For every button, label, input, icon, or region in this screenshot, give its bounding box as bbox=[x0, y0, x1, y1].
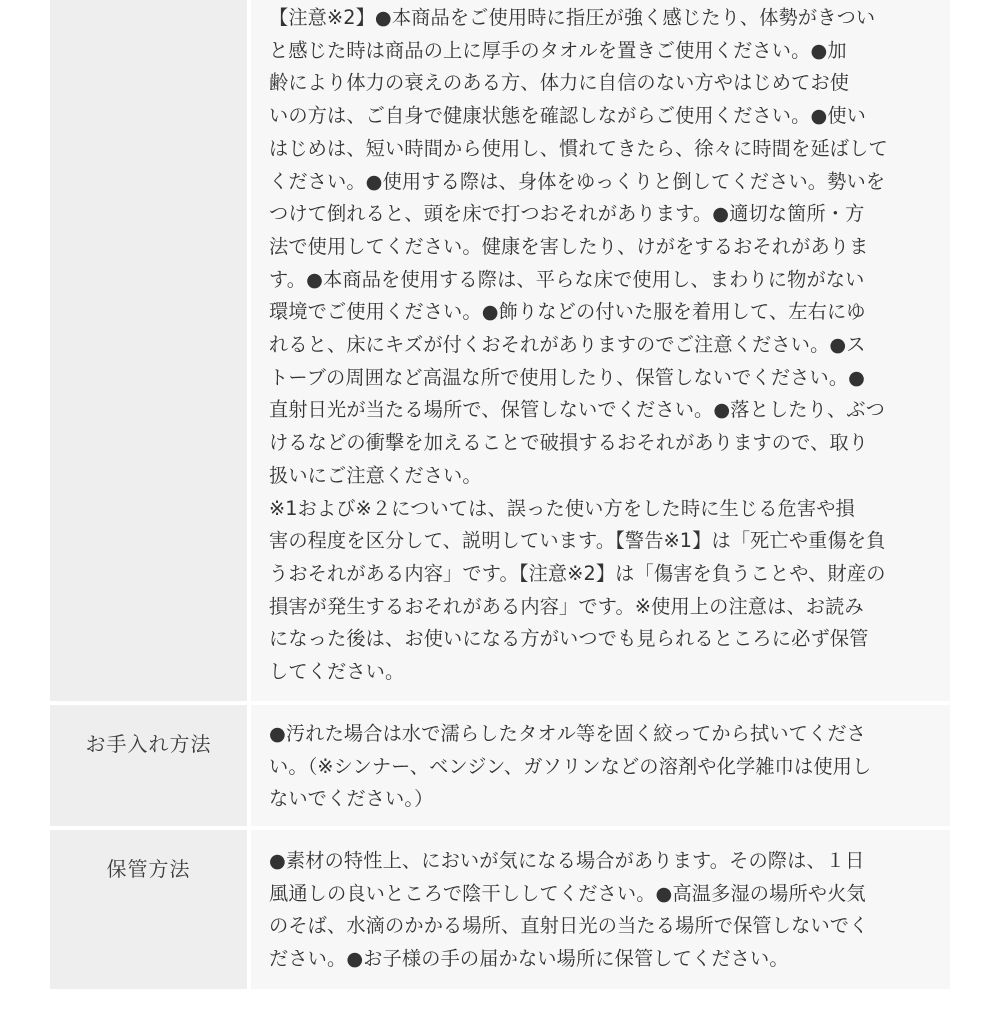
caution-text bbox=[269, 2, 941, 689]
care-line: ●汚れた場合は水で濡らしたタオル等を固く絞ってから拭いてくださ bbox=[269, 722, 867, 745]
spec-label-care bbox=[50, 705, 247, 826]
caution-line: 扱いにご注意ください。 bbox=[269, 463, 482, 487]
storage-text bbox=[269, 845, 941, 976]
caution-line: 【注意※2】●本商品をご使用時に指圧が強く感じたり、体勢がきつい bbox=[269, 6, 876, 29]
caution-line: けるなどの衝撃を加えることで破損するおそれがありますので、取り bbox=[269, 431, 869, 455]
caution-line: 害の程度を区分して、説明しています。【警告※1】は「死亡や重傷を負 bbox=[269, 529, 886, 553]
caution-line: いの方は、ご自身で健康状態を確認しながらご使用ください。●使い bbox=[269, 104, 867, 128]
storage-line: 風通しの良いところで陰干ししてください。●高温多湿の場所や火気 bbox=[269, 881, 866, 905]
caution-line: つけて倒れると、頭を床で打つおそれがあります。●適切な箇所・方 bbox=[269, 202, 865, 226]
spec-value-care bbox=[251, 705, 950, 826]
storage-line: ださい。●お子様の手の届かない場所に保管してください。 bbox=[269, 947, 789, 971]
caution-line: 環境でご使用ください。●飾りなどの付いた服を着用して、左右にゆ bbox=[269, 300, 866, 324]
caution-line: うおそれがある内容」です。【注意※2】は「傷害を負うことや、財産の bbox=[269, 561, 886, 585]
spec-label-care-text: お手入れ方法 bbox=[85, 732, 212, 756]
caution-line: トーブの周囲など高温な所で使用したり、保管しないでください。● bbox=[269, 365, 866, 389]
caution-line: ください。●使用する際は、身体をゆっくりと倒してください。勢いを bbox=[269, 169, 886, 193]
caution-line: になった後は、お使いになる方がいつでも見られるところに必ず保管 bbox=[269, 627, 869, 651]
spec-value-caution bbox=[251, 0, 950, 701]
caution-line: と感じた時は商品の上に厚手のタオルを置きご使用ください。●加 bbox=[269, 38, 847, 62]
spec-value-storage bbox=[251, 830, 950, 989]
spec-label-storage bbox=[50, 830, 247, 989]
caution-line: 齢により体力の衰えのある方、体力に自信のない方やはじめてお使 bbox=[269, 71, 850, 95]
caution-line: 損害が発生するおそれがある内容」です。※使用上の注意は、お読み bbox=[269, 594, 864, 618]
caution-line: 法で使用してください。健康を害したり、けがをするおそれがありま bbox=[269, 234, 869, 258]
caution-line: はじめは、短い時間から使用し、慣れてきたら、徐々に時間を延ばして bbox=[269, 136, 888, 160]
care-line: い。（※シンナー、ベンジン、ガソリンなどの溶剤や化学雑巾は使用し bbox=[269, 754, 872, 778]
spec-row-storage bbox=[50, 830, 950, 989]
caution-line: 直射日光が当たる場所で、保管しないでください。●落としたり、ぶつ bbox=[269, 398, 885, 422]
spec-label-caution bbox=[50, 0, 247, 701]
spec-row-care bbox=[50, 705, 950, 826]
spec-table bbox=[50, 0, 950, 989]
spec-label-storage-text: 保管方法 bbox=[106, 857, 191, 881]
caution-line: れると、床にキズが付くおそれがありますのでご注意ください。●ス bbox=[269, 333, 866, 357]
caution-line: す。●本商品を使用する際は、平らな床で使用し、まわりに物がない bbox=[269, 267, 865, 291]
care-line: ないでください。） bbox=[269, 787, 434, 811]
storage-line: のそば、水滴のかかる場所、直射日光の当たる場所で保管しないでく bbox=[269, 914, 869, 938]
caution-line: してください。 bbox=[269, 660, 405, 684]
storage-line: ●素材の特性上、においが気になる場合があります。その際は、１日 bbox=[269, 849, 865, 872]
caution-line: ※1および※２については、誤った使い方をした時に生じる危害や損 bbox=[269, 496, 855, 520]
spec-row-caution bbox=[50, 0, 950, 701]
care-text bbox=[269, 718, 941, 816]
